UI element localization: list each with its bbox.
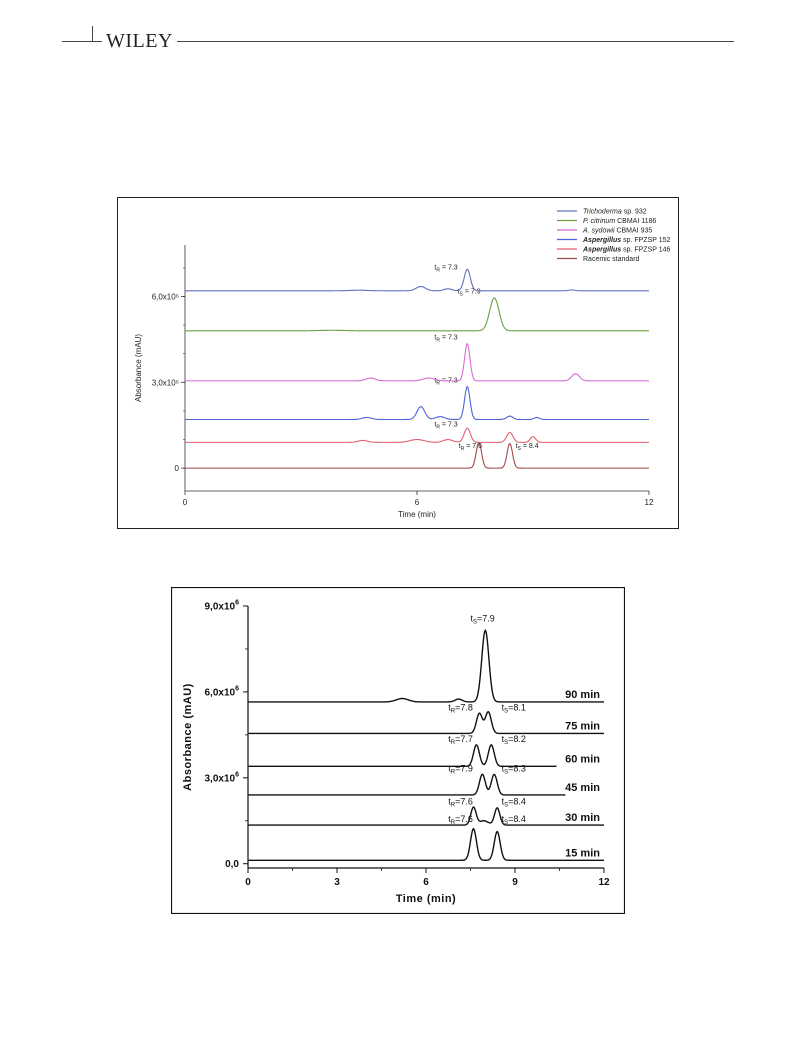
chart1-y-tick-label: 3,0x10⁶ [151, 378, 179, 388]
wiley-logo: WILEY [102, 30, 177, 52]
chromatogram-panel-strains [117, 197, 679, 529]
chart2-x-tick-label: 0 [245, 877, 251, 888]
chart-strains [117, 197, 679, 529]
chart1-peak-annotation: $t_R = 7.3$ [434, 377, 458, 387]
chart1-legend-entry: A. sydowii CBMAI 935 [583, 227, 653, 235]
chart2-series-label: 15 min [565, 847, 600, 860]
chart2-peak-annotation: $t_S=7.9$ [470, 613, 495, 626]
chart2-y-label: Absorbance (mAU) [182, 683, 194, 791]
chart2-peak-annotation: $t_S=8.3$ [501, 763, 526, 776]
chart1-y-tick-label: 0 [174, 464, 179, 474]
chart2-series-label: 75 min [565, 720, 600, 733]
chart2-series-label: 30 min [565, 812, 600, 825]
chart1-legend-entry: Aspergillus sp. FPZSP 152 [583, 237, 671, 244]
chart2-peak-annotation: $t_R=7.9$ [448, 763, 473, 776]
chart1-peak-annotation: $t_S = 8.4$ [515, 443, 539, 453]
chart2-series-label: 90 min [565, 688, 600, 701]
chart2-y-tick-label: 0,0 [225, 859, 239, 871]
chart2-y-tick-label: $9,0x10^6$ [204, 599, 239, 613]
chart2-series-label: 45 min [565, 781, 600, 794]
chart1-peak-annotation: $t_R = 7.3$ [434, 421, 458, 431]
chart2-peak-annotation: $t_S=8.2$ [501, 734, 526, 747]
chart1-y-tick-label: 6,0x10⁶ [151, 292, 179, 302]
chart1-x-label: Time (min) [398, 510, 436, 519]
chart2-peak-annotation: $t_S=8.1$ [501, 702, 526, 715]
chart2-peak-annotation: $t_S=8.4$ [501, 814, 526, 827]
chart1-peak-annotation: $t_S = 7.9$ [457, 288, 481, 298]
chart2-x-tick-label: 6 [423, 877, 429, 888]
chart2-x-tick-label: 12 [598, 877, 610, 888]
chart1-peak-annotation: $t_R = 7.6$ [458, 443, 483, 453]
chart1-legend-entry: Racemic standard [583, 256, 640, 263]
header-tick [92, 26, 93, 41]
chart1-legend-entry: Trichoderma sp. 932 [583, 208, 647, 216]
chart2-peak-annotation: $t_R=7.6$ [448, 796, 473, 809]
chart2-peak-annotation: $t_R=7.6$ [448, 814, 473, 827]
chart1-peak-annotation: $t_R = 7.3$ [434, 264, 458, 274]
chart2-peak-annotation: $t_R=7.7$ [448, 734, 473, 747]
chart1-x-tick-label: 6 [414, 498, 420, 507]
chart1-x-tick-label: 12 [644, 498, 654, 507]
chart1-legend-entry: P. citrinum CBMAI 1186 [583, 218, 657, 225]
chart2-y-tick-label: $6,0x10^6$ [204, 685, 239, 699]
chart2-x-label: Time (min) [395, 893, 457, 905]
chart2-peak-annotation: $t_R=7.8$ [448, 702, 473, 715]
chart2-y-tick-label: $3,0x10^6$ [204, 771, 239, 785]
chart2-series-label: 60 min [565, 753, 600, 766]
chart1-x-tick-label: 0 [182, 498, 188, 507]
chart2-frame [172, 588, 625, 914]
chart-time-course [171, 587, 625, 914]
chromatogram-panel-time-course [171, 587, 625, 914]
chart1-y-label: Absorbance (mAU) [134, 333, 143, 403]
chart2-x-tick-label: 3 [334, 877, 340, 888]
page-header [0, 0, 793, 60]
chart2-peak-annotation: $t_S=8.4$ [501, 796, 526, 809]
chart1-peak-annotation: $t_R = 7.3$ [434, 334, 458, 344]
chart2-x-tick-label: 9 [512, 877, 518, 888]
chart1-legend-entry: Aspergillus sp. FPZSP 146 [583, 246, 671, 254]
